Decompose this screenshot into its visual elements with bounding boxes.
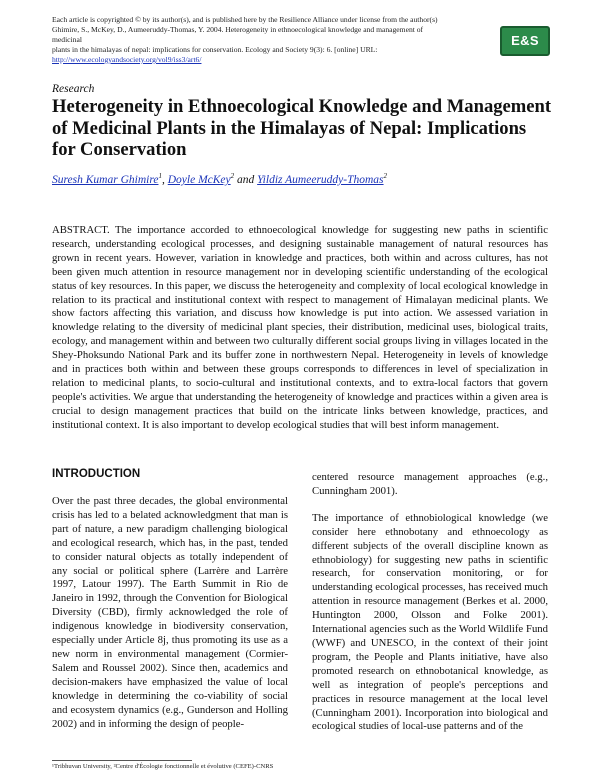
- abstract-paragraph: ABSTRACT. The importance accorded to ethnoecological knowledge for suggesting new paths in scientific research, understanding ecological processes, and designing sustainable management of natural resources has grown in recent years. However, variation in knowledge and practices, both within and across cultures, has not been given much attention in resource management nor in developing scientific understanding of the ecological status of key resources. In this paper, we discuss the heterogeneity and complexity of local ecological knowledge in relation to its practical and institutional context with respect to management of Himalayan medicinal plants. We show factors affecting this variation, and discuss how knowledge is put into action. We assessed variation in knowledge relating to the diversity of medicinal plant species, their distribution, medicinal uses, biological traits, ecology, and management within and between two culturally different social groups living in villages located in the Shey-Phoksundo National Park and its buffer zone in northwestern Nepal. Heterogeneity in levels of knowledge and in practices both within and between these groups corresponds to differences in level of specialization in relation to medicinal plants, to socio-cultural and institutional contexts, and to extra-local factors that govern people's activities. We argue that understanding the heterogeneity of knowledge and practices within a given area is crucial to design management practices that build on the intricate links between knowledge, practices, and institutional context. It is also important to develop ecological studies that will best inform management.: [52, 224, 548, 431]
- citation-line-1: Ghimire, S., McKey, D., Aumeeruddy-Thomas, Y. 2004. Heterogeneity in ethnoecological knowledge and management of medicinal: [52, 25, 424, 44]
- intro-paragraph-2: The importance of ethnobiological knowledge (we consider here ethnobotany and ethnoecology as different subjects of the overall discipline known as ethnobiology) for suggesting new paths in scientific research, for conservation monitoring, or for understanding ecological processes, has received much attention in resource management (Berkes et al. 2000, Huntington 2000, Olsson and Folke 2001). International agencies such as the World Wildlife Fund (WWF) and UNESCO, in the context of their joint program, the People and Plants initiative, have also promoted research on ethnobotanical knowledge, as well as integration of people's perceptions and practices in resource management at the local level (Cunningham 2001). Incorporation into biological and ecological studies of local-use patterns and of the: [312, 511, 548, 733]
- intro-paragraph-1-continued: centered resource management approaches (e.g., Cunningham 2001).: [312, 471, 548, 497]
- author-separator-2: and: [234, 173, 258, 186]
- article-url-link[interactable]: http://www.ecologyandsociety.org/vol9/iss3/art6/: [52, 55, 202, 64]
- footnote-divider: [52, 760, 192, 761]
- author-link-1[interactable]: Suresh Kumar Ghimire: [52, 173, 159, 186]
- article-category: Research: [52, 83, 95, 95]
- copyright-line-1: Each article is copyrighted © by its author(s), and is published here by the Resilience Alliance under license from the author(s): [52, 15, 438, 24]
- author-separator-1: ,: [161, 173, 168, 186]
- author-affil-1: 1: [158, 172, 162, 180]
- copyright-note: [52, 15, 452, 65]
- citation-line-2: plants in the himalayas of nepal: implications for conservation. Ecology and Society 9(3): 6. [online] URL:: [52, 45, 378, 54]
- journal-logo: E&S: [500, 26, 550, 56]
- author-list: [52, 172, 552, 186]
- intro-paragraph-1: Over the past three decades, the global environmental crisis has led to a belated acknowledgment that man is part of nature, a new paradigm challenging biological and ecological research, which has, in the past, tended to consider natural objects as totally independent of any social or political sphere (Larrère and Larrère 1997, Latour 1997). The Earth Summit in Rio de Janeiro in 1992, through the Convention for Biological Diversity (CBD), firmly acknowledged the role of indigenous knowledge in biodiversity conservation, especially under Article 8j, thus promoting its use as a new norm in environmental management (Cormier-Salem and Roussel 2002). Since then, academics and decision-makers have emphasized the value of local knowledge in determining the co-viability of social and ecosystem dynamics (e.g., Gunderson and Holling 2002) and in informing the design of people-: [52, 495, 288, 730]
- article-title: Heterogeneity in Ethnoecological Knowledge and Management of Medicinal Plants in the Himalayas of Nepal: Implications for Conservation: [52, 96, 552, 160]
- affiliation-footnote: ¹Tribhuvan University, ²Centre d'Écologie fonctionnelle et évolutive (CEFE)-CNRS: [52, 763, 274, 770]
- right-column: [312, 471, 548, 747]
- introduction-heading: INTRODUCTION: [52, 468, 141, 480]
- author-affil-3: 2: [383, 172, 388, 180]
- author-link-2[interactable]: Doyle McKey: [167, 173, 231, 186]
- author-affil-2: 2: [230, 172, 235, 180]
- left-column: [52, 468, 288, 744]
- author-link-3[interactable]: Yildiz Aumeeruddy-Thomas: [257, 173, 384, 186]
